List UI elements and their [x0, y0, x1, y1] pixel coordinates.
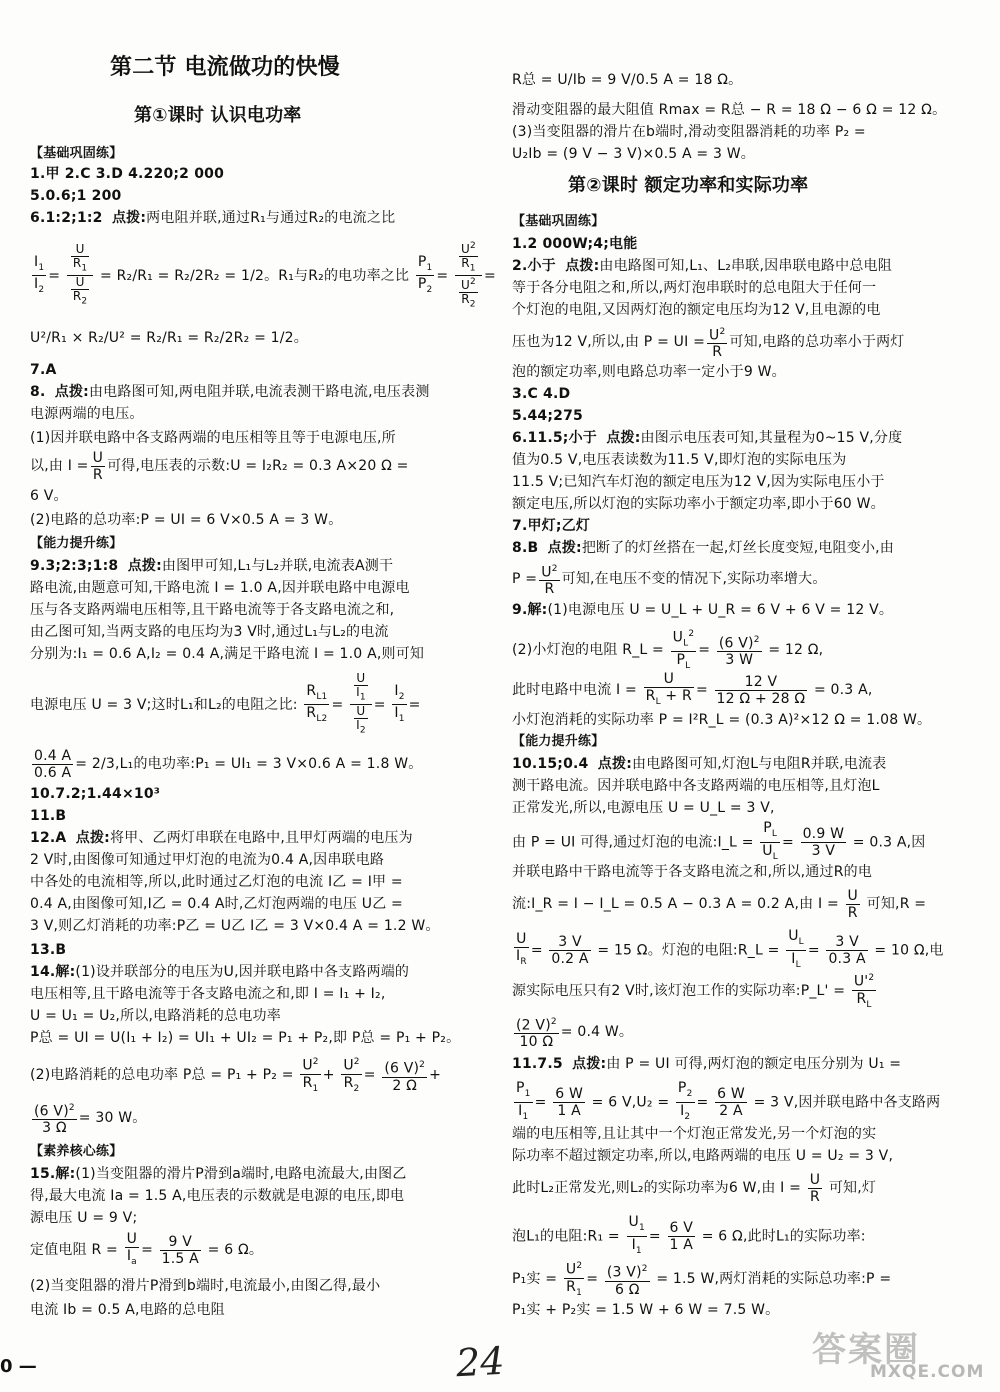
- answer-b11-head: 11.7.5: [512, 1056, 563, 1072]
- answer-b11-line1: [512, 1054, 901, 1074]
- answer-14-line1: [30, 962, 409, 982]
- answer-8-head: 8.: [30, 384, 46, 400]
- fraction: $\frac{6 W}{2 A}$: [717, 1085, 745, 1119]
- answer-b8-l2: 可知,在电压不变的情况下,实际功率增大。: [561, 571, 827, 587]
- answer-b2-head: 2.小于: [512, 258, 556, 274]
- hint-label: 点拨:: [127, 558, 162, 574]
- answer-15-l4b: = 6 Ω。: [207, 1242, 264, 1258]
- fraction: $\frac{U}{I_a}$: [126, 1230, 138, 1267]
- answer-14-line3: U = U₁ = U₂,所以,电路消耗的总电功率: [30, 1008, 281, 1024]
- answer-b9-line3: 此时电路中电流 I = $\frac{U}{R_L + R}$ = $\frac{12 V}{12 \Omega + 28 \Omega}$ = 0.3 A,: [512, 670, 873, 710]
- answer-9-l7: = 2/3,L₁的电功率:P₁ = UI₁ = 3 V×0.6 A = 1.8 W。: [75, 756, 423, 772]
- right-line-4: U₂Ib = (9 V − 3 V)×0.5 A = 3 W。: [512, 146, 755, 162]
- answer-8-line2: 电源两端的电压。: [30, 406, 144, 422]
- right-line-3: (3)当变阻器的滑片在b端时,滑动变阻器消耗的功率 P₂ =: [512, 124, 866, 140]
- answer-9-line2: 路电流,由题意可知,干路电流 I = 1.0 A,因并联电路中电源电: [30, 580, 410, 596]
- hint-label: 点拨:: [565, 258, 600, 274]
- answer-12-line3: 中各处的电流相等,所以,此时通过乙灯泡的电流 I乙 = I甲 =: [30, 874, 403, 890]
- answer-b6-line4: 额定电压,所以灯泡的实际功率小于额定功率,即小于60 W。: [512, 496, 885, 512]
- answer-14-line5: (2)电路消耗的总电功率 P总 = P₁ + P₂ = $\frac{U^2}{R_1}$ + $\frac{U^2}{R_2}$ = $\frac{(6 V)^2}{2 \Omega}$ +: [30, 1054, 441, 1094]
- answer-9-head: 9.3;2:3;1:8: [30, 558, 119, 574]
- answer-b2-line2: 等于各分电阻之和,所以,两灯泡串联时的总电阻大于任何一: [512, 280, 877, 296]
- answer-15-l4a: 定值电阻 R =: [30, 1242, 118, 1258]
- answer-b11-line7: P₁实 = $\frac{U^2}{R_1}$ = $\frac{(3 V)^2}{6 \Omega}$ = 1.5 W,两灯消耗的实际总功率:P =: [512, 1258, 891, 1298]
- answer-b10-line7: $\frac{U}{I_R}$ = $\frac{3 V}{0.2 A}$ = 15 Ω。灯泡的电阻:R_L = $\frac{U_L}{I_L}$ = $\frac{3 V}{0.3 A}$ = 10 Ω,电: [512, 928, 944, 968]
- answer-6-eq2: U²/R₁ × R₂/U² = R₂/R₁ = R₂/2R₂ = 1/2。: [30, 330, 308, 346]
- answer-15-head: 15.解:: [30, 1166, 76, 1182]
- answer-b6-line2: 值为0.5 V,电压表读数为11.5 V,即灯泡的实际电压为: [512, 452, 847, 468]
- answer-8-line5: 6 V。: [30, 488, 68, 504]
- answer-b10-head: 10.15;0.4: [512, 756, 589, 772]
- answer-b10-l4b: = 0.3 A,因: [852, 834, 926, 851]
- answer-9-text: 由图甲可知,L₁与L₂并联,电流表A测干: [161, 558, 394, 574]
- fraction: $\frac{\frac{U}{R_1}}{\frac{U}{R_2}}$: [67, 243, 93, 309]
- tag-basic: 【基础巩固练】: [30, 146, 123, 161]
- answer-b11-l6b: = 6 Ω,此时L₁的实际功率:: [701, 1228, 866, 1245]
- answer-14-l5a: (2)电路消耗的总电功率 P总 = P₁ + P₂ =: [30, 1067, 294, 1084]
- answer-14-line4: P总 = UI = U(I₁ + I₂) = UI₁ + UI₂ = P₁ + P₂,即 P总 = P₁ + P₂。: [30, 1030, 461, 1046]
- answer-8-line1: [30, 382, 430, 402]
- tag-basic-2: 【基础巩固练】: [512, 214, 605, 229]
- answer-b2-line1: [512, 256, 892, 276]
- fraction: $\frac{U^2}{R}$: [707, 324, 727, 361]
- fraction: $\frac{\frac{U}{I_1}}{\frac{U}{I_2}}$: [350, 672, 372, 738]
- answer-15-line1: [30, 1164, 407, 1184]
- fraction: $\frac{P_L}{U_L}$: [762, 820, 778, 862]
- answer-b3-4: 3.C 4.D: [512, 386, 571, 402]
- fraction: $\frac{(6 V)^2}{3 \Omega}$: [32, 1100, 77, 1137]
- answer-b8-text: 把断了的灯丝搭在一起,灯丝长度变短,电阻变小,由: [581, 540, 895, 556]
- fraction: $\frac{R_{L1}}{R_{L2}}$: [306, 682, 328, 725]
- fraction: $\frac{U'^2}{R_L}$: [852, 970, 876, 1012]
- fraction: $\frac{U}{R}$: [847, 887, 858, 921]
- fraction: $\frac{P_1}{I_1}$: [516, 1080, 531, 1122]
- section-title: 第二节 电流做功的快慢: [110, 55, 340, 80]
- answer-b11-line5: [512, 1168, 876, 1208]
- answer-b10-l6a: 流:I_R = I − I_L = 0.5 A − 0.3 A = 0.2 A,由 I =: [512, 896, 839, 912]
- answer-b10-text: 由电路图可知,灯泡L与电阻R并联,电流表: [632, 756, 887, 772]
- answer-8-line6: (2)电路的总功率:P = UI = 6 V×0.5 A = 3 W。: [30, 512, 343, 528]
- answer-b10-line8: [512, 970, 878, 1010]
- answer-8-l4b: 可得,电压表的示数:U = I₂R₂ = 0.3 A×20 Ω =: [107, 458, 409, 474]
- fraction: $\frac{(3 V)^2}{6 \Omega}$: [605, 1261, 650, 1298]
- fraction: $\frac{(2 V)^2}{10 \Omega}$: [514, 1014, 559, 1051]
- fraction: $\frac{P_2}{I_2}$: [677, 1080, 693, 1122]
- answer-b8-head: 8.B: [512, 540, 539, 556]
- answer-b9-head: 9.解:: [512, 602, 548, 618]
- answer-12-line2: 2 V时,由图像可知通过甲灯泡的电流为0.4 A,因串联电路: [30, 852, 385, 868]
- tag-ability: 【能力提升练】: [30, 536, 123, 551]
- fraction: $\frac{0.4 A}{0.6 A}$: [34, 747, 72, 781]
- answer-15-line6: 电流 Ib = 0.5 A,电路的总电阻: [30, 1302, 225, 1318]
- watermark-logo: [812, 1322, 992, 1384]
- answer-b10-line3: 正常发光,所以,电源电压 U = U_L = 3 V,: [512, 800, 775, 816]
- watermark-line-1: 答案圈: [812, 1330, 920, 1370]
- fraction: $\frac{I_1}{I_2}$: [34, 253, 45, 296]
- tag-ability-2: 【能力提升练】: [512, 734, 605, 749]
- answer-b11-text: 由 P = UI 可得,两灯泡的额定电压分别为 U₁ =: [606, 1056, 902, 1072]
- answer-9-line7: [30, 746, 422, 782]
- fraction: $\frac{U}{R_L + R}$: [645, 670, 692, 707]
- hint-label: 点拨:: [75, 830, 110, 846]
- answer-b11-l7b: = 1.5 W,两灯消耗的实际总功率:P =: [656, 1271, 892, 1288]
- answer-15-line5: (2)当变阻器的滑片P滑到b端时,电流最小,由图乙得,最小: [30, 1278, 381, 1294]
- fraction: $\frac{9 V}{1.5 A}$: [161, 1233, 199, 1267]
- hint-label: 点拨:: [572, 1056, 607, 1072]
- fraction: $\frac{12 V}{12 \Omega + 28 \Omega}$: [716, 673, 806, 707]
- answer-14-l6: = 30 W。: [78, 1110, 147, 1126]
- fraction: $\frac{U_1}{I_1}$: [628, 1214, 645, 1256]
- answer-b9-l3b: = 0.3 A,: [813, 682, 873, 698]
- answer-9-line6: 电源电压 U = 3 V;这时L₁和L₂的电阻之比: $\frac{R_{L1}}{R_{L2}}$ = $\frac{\frac{U}{I_1}}{\frac{U}{I_2}}$ = $\frac{I_2}{I_1}$ =: [30, 671, 421, 736]
- answer-11: 11.B: [30, 808, 67, 824]
- fraction: $\frac{3 V}{0.3 A}$: [828, 933, 866, 967]
- page-number: 24: [454, 1338, 506, 1386]
- answer-1-4: 1.甲 2.C 3.D 4.220;2 000: [30, 166, 225, 182]
- answer-15-text: (1)当变阻器的滑片P滑到a端时,电路电流最大,由图乙: [75, 1166, 407, 1182]
- answer-b10-l4a: 由 P = UI 可得,通过灯泡的电流:I_L =: [512, 834, 754, 851]
- answer-b10-line6: [512, 884, 926, 924]
- answer-8-line4: [30, 448, 409, 484]
- answer-8-text: 由电路图可知,两电阻并联,电流表测干路电流,电压表测: [88, 384, 430, 400]
- right-line-1: R总 = U/Ib = 9 V/0.5 A = 18 Ω。: [512, 72, 743, 88]
- fraction: $\frac{U^2}{R_1}$: [564, 1258, 584, 1300]
- answer-b11-l2b: = 3 V,因并联电路中各支路两: [753, 1094, 941, 1111]
- answer-12-line5: 3 V,则乙灯消耗的功率:P乙 = U乙 I乙 = 3 V×0.4 A = 1.2 W。: [30, 918, 440, 934]
- answer-b5: 5.44;275: [512, 408, 583, 424]
- hint-label: 点拨:: [597, 756, 632, 772]
- lesson-1-title: 第①课时 认识电功率: [134, 105, 302, 126]
- answer-b11-line6: 泡L₁的电阻:R₁ = $\frac{U_1}{I_1}$ = $\frac{6 V}{1 A}$ = 6 Ω,此时L₁的实际功率:: [512, 1214, 866, 1254]
- answer-b2-line4: [512, 322, 904, 362]
- answer-b6-line1: [512, 428, 902, 448]
- answer-6-eq1: $\frac{I_1}{I_2}$ = $\frac{\frac{U}{R_1}}{\frac{U}{R_2}}$ = R₂/R₁ = R₂/2R₂ = 1/2。R₁与R₂的电功率之比 $\frac{P_1}{P_2}$ = $\frac{\frac{U^2}{R_1}}{\frac{U^2}{R_2}}$ =: [34, 241, 496, 310]
- right-line-2: 滑动变阻器的最大阻值 Rmax = R总 − R = 18 Ω − 6 Ω = 12 Ω。: [512, 102, 947, 118]
- answer-12-head: 12.A: [30, 830, 67, 846]
- answer-b10-l6b: 可知,R =: [866, 896, 927, 912]
- answer-13: 13.B: [30, 942, 67, 958]
- fraction: $\frac{P_1}{P_2}$: [417, 253, 433, 296]
- answer-15-line2: 得,最大电流 Ia = 1.5 A,电压表的示数就是电源的电压,即电: [30, 1188, 405, 1204]
- answer-b8-line1: [512, 538, 894, 558]
- answer-b9-line1: [512, 600, 893, 620]
- fraction: $\frac{(6 V)^2}{2 \Omega}$: [382, 1057, 427, 1094]
- fraction: $\frac{6 W}{1 A}$: [555, 1085, 583, 1119]
- answer-b2-line3: 个灯泡的电阻,又因两灯泡的额定电压均为12 V,且电源的电: [512, 302, 881, 318]
- answer-12-line1: [30, 828, 413, 848]
- answer-8-line3: (1)因并联电路中各支路两端的电压相等且等于电源电压,所: [30, 430, 396, 446]
- answer-b11-l2a: = 6 V,U₂ =: [591, 1094, 670, 1111]
- answer-10: 10.7.2;1.44×10³: [30, 786, 161, 802]
- answer-b2-l4a: 压也为12 V,所以,由 P = UI =: [512, 334, 706, 350]
- fraction: $\frac{U^2}{R_1}$: [300, 1054, 320, 1096]
- watermark-line-2: MXQE.COM: [870, 1362, 985, 1382]
- tag-core: 【素养核心练】: [30, 1144, 123, 1159]
- answer-b10-l7b: = 10 Ω,电: [874, 942, 944, 959]
- answer-9-l6: 电源电压 U = 3 V;这时L₁和L₂的电阻之比:: [30, 696, 298, 713]
- answer-6-text: 两电阻并联,通过R₁与通过R₂的电流之比: [146, 210, 396, 226]
- hint-label: 点拨:: [111, 210, 147, 226]
- answer-b11-l5a: 此时L₂正常发光,则L₂的实际功率为6 W,由 I =: [512, 1180, 802, 1196]
- fraction: $\frac{\frac{U^2}{R_1}}{\frac{U^2}{R_2}}$: [455, 240, 482, 312]
- answer-b11-line2: $\frac{P_1}{I_1}$ = $\frac{6 W}{1 A}$ = 6 V,U₂ = $\frac{P_2}{I_2}$ = $\frac{6 W}{2 A}$ = 3 V,因并联电路中各支路两: [512, 1080, 940, 1120]
- fraction: $\frac{U_L^2}{P_L}$: [671, 626, 697, 674]
- answer-b2-text: 由电路图可知,L₁、L₂串联,因串联电路中总电阻: [599, 258, 892, 274]
- answer-b10-l7a: = 15 Ω。灯泡的电阻:R_L =: [597, 942, 780, 959]
- answer-b9-l2b: = 12 Ω,: [768, 642, 824, 659]
- answer-b2-line5: 泡的额定功率,则电路总功率一定小于9 W。: [512, 364, 786, 380]
- answer-b9-line4: 小灯泡消耗的实际功率 P = I²R_L = (0.3 A)²×12 Ω = 1.08 W。: [512, 712, 932, 728]
- fraction: $\frac{6 V}{1 A}$: [669, 1219, 694, 1253]
- fraction: $\frac{U}{R}$: [92, 449, 104, 483]
- hint-label: 点拨:: [547, 540, 582, 556]
- answer-b10-l8a: 源实际电压只有2 V时,该灯泡工作的实际功率:P_L' =: [512, 983, 846, 1000]
- answer-b9-l3a: 此时电路中电流 I =: [512, 682, 637, 698]
- answer-b1: 1.2 000W;4;电能: [512, 236, 638, 252]
- answer-14-text: (1)设并联部分的电压为U,因并联电路中各支路两端的: [75, 964, 410, 980]
- answer-b10-line5: 并联电路中干路电流等于各支路电流之和,所以,通过R的电: [512, 864, 873, 880]
- answer-b11-l7a: P₁实 =: [512, 1271, 558, 1288]
- answer-b6-line3: 11.5 V;已知汽车灯泡的额定电压为12 V,因为实际电压小于: [512, 474, 885, 490]
- answer-6-line: [30, 208, 395, 228]
- answer-9-line1: [30, 556, 393, 576]
- fraction: $\frac{3 V}{0.2 A}$: [551, 933, 589, 967]
- answer-b11-l5b: 可知,灯: [828, 1180, 877, 1196]
- answer-b11-line4: 际功率不超过额定功率,所以,电路两端的电压 U = U₂ = 3 V,: [512, 1148, 894, 1164]
- answer-5: 5.0.6;1 200: [30, 188, 122, 204]
- answer-7: 7.A: [30, 362, 57, 378]
- fraction: $\frac{I_2}{I_1}$: [394, 682, 405, 725]
- answer-b10-l9: = 0.4 W。: [560, 1024, 634, 1040]
- answer-b9-line2: (2)小灯泡的电阻 R_L = $\frac{U_L^2}{P_L}$ = $\frac{(6 V)^2}{3 W}$ = 12 Ω,: [512, 626, 823, 666]
- corner-mark: 0 —: [0, 1356, 37, 1377]
- answer-b10-line9: [512, 1012, 633, 1052]
- answer-9-line5: 分别为:I₁ = 0.6 A,I₂ = 0.4 A,满足干路电流 I = 1.0 A,则可知: [30, 646, 425, 662]
- answer-9-line3: 压与各支路两端电压相等,且干路电流等于各支路电流之和,: [30, 602, 395, 618]
- answer-15-line3: 源电压 U = 9 V;: [30, 1210, 138, 1226]
- answer-12-text: 将甲、乙两灯串联在电路中,且甲灯两端的电压为: [109, 830, 413, 846]
- answer-b11-l6a: 泡L₁的电阻:R₁ =: [512, 1228, 620, 1245]
- answer-b10-line1: [512, 754, 886, 774]
- answer-b9-l2a: (2)小灯泡的电阻 R_L =: [512, 642, 664, 659]
- answer-12-line4: 0.4 A,由图像可知,I乙 = 0.4 A时,乙灯泡两端的电压 U乙 =: [30, 896, 403, 912]
- answer-b9-text: (1)电源电压 U = U_L + U_R = 6 V + 6 V = 12 V。: [547, 602, 894, 618]
- answer-b2-l4b: 可知,电路的总功率小于两灯: [729, 334, 905, 350]
- answer-14-head: 14.解:: [30, 964, 76, 980]
- hint-label: 点拨:: [54, 384, 89, 400]
- answer-b10-line4: 由 P = UI 可得,通过灯泡的电流:I_L = $\frac{P_L}{U_L}$ = $\frac{0.9 W}{3 V}$ = 0.3 A,因: [512, 820, 926, 860]
- fraction: $\frac{U}{I_R}$: [516, 930, 527, 967]
- answer-b6-head: 6.11.5;小于: [512, 430, 598, 446]
- answer-b11-line3: 端的电压相等,且让其中一个灯泡正常发光,另一个灯泡的实: [512, 1126, 877, 1142]
- answer-b10-line2: 测干路电流。因并联电路中各支路两端的电压相等,且灯泡L: [512, 778, 880, 794]
- answer-6-head: 6.1:2;1:2: [30, 210, 103, 226]
- hint-label: 点拨:: [606, 430, 641, 446]
- fraction: $\frac{U_L}{I_L}$: [788, 928, 804, 970]
- answer-b11-line8: P₁实 + P₂实 = 1.5 W + 6 W = 7.5 W。: [512, 1302, 780, 1318]
- fraction: $\frac{U^2}{R}$: [539, 561, 559, 598]
- answer-14-line6: [30, 1098, 147, 1138]
- fraction: $\frac{0.9 W}{3 V}$: [802, 825, 845, 859]
- answer-14-line2: 电压相等,且干路电流等于各支路电流之和,即 I = I₁ + I₂,: [30, 986, 386, 1002]
- fraction: $\frac{U^2}{R_2}$: [341, 1054, 361, 1096]
- answer-6-eq1-text: = R₂/R₁ = R₂/2R₂ = 1/2。R₁与R₂的电功率之比: [100, 267, 410, 284]
- fraction: $\frac{(6 V)^2}{3 W}$: [717, 632, 762, 669]
- lesson-2-title: 第②课时 额定功率和实际功率: [568, 175, 809, 196]
- answer-b6-text: 由图示电压表可知,其量程为0~15 V,分度: [640, 430, 903, 446]
- answer-9-line4: 由乙图可知,当两支路的电压均为3 V时,通过L₁与L₂的电流: [30, 624, 389, 640]
- answer-b8-line2: P = $\frac{U^2}{R}$ 可知,在电压不变的情况下,实际功率增大。: [512, 560, 827, 598]
- answer-b7: 7.甲灯;乙灯: [512, 518, 591, 534]
- fraction: $\frac{U}{R}$: [809, 1171, 821, 1205]
- answer-15-line4: 定值电阻 R = $\frac{U}{I_a}$ = $\frac{9 V}{1.5 A}$ = 6 Ω。: [30, 1230, 263, 1270]
- answer-8-l4a: 以,由 I =: [30, 458, 89, 474]
